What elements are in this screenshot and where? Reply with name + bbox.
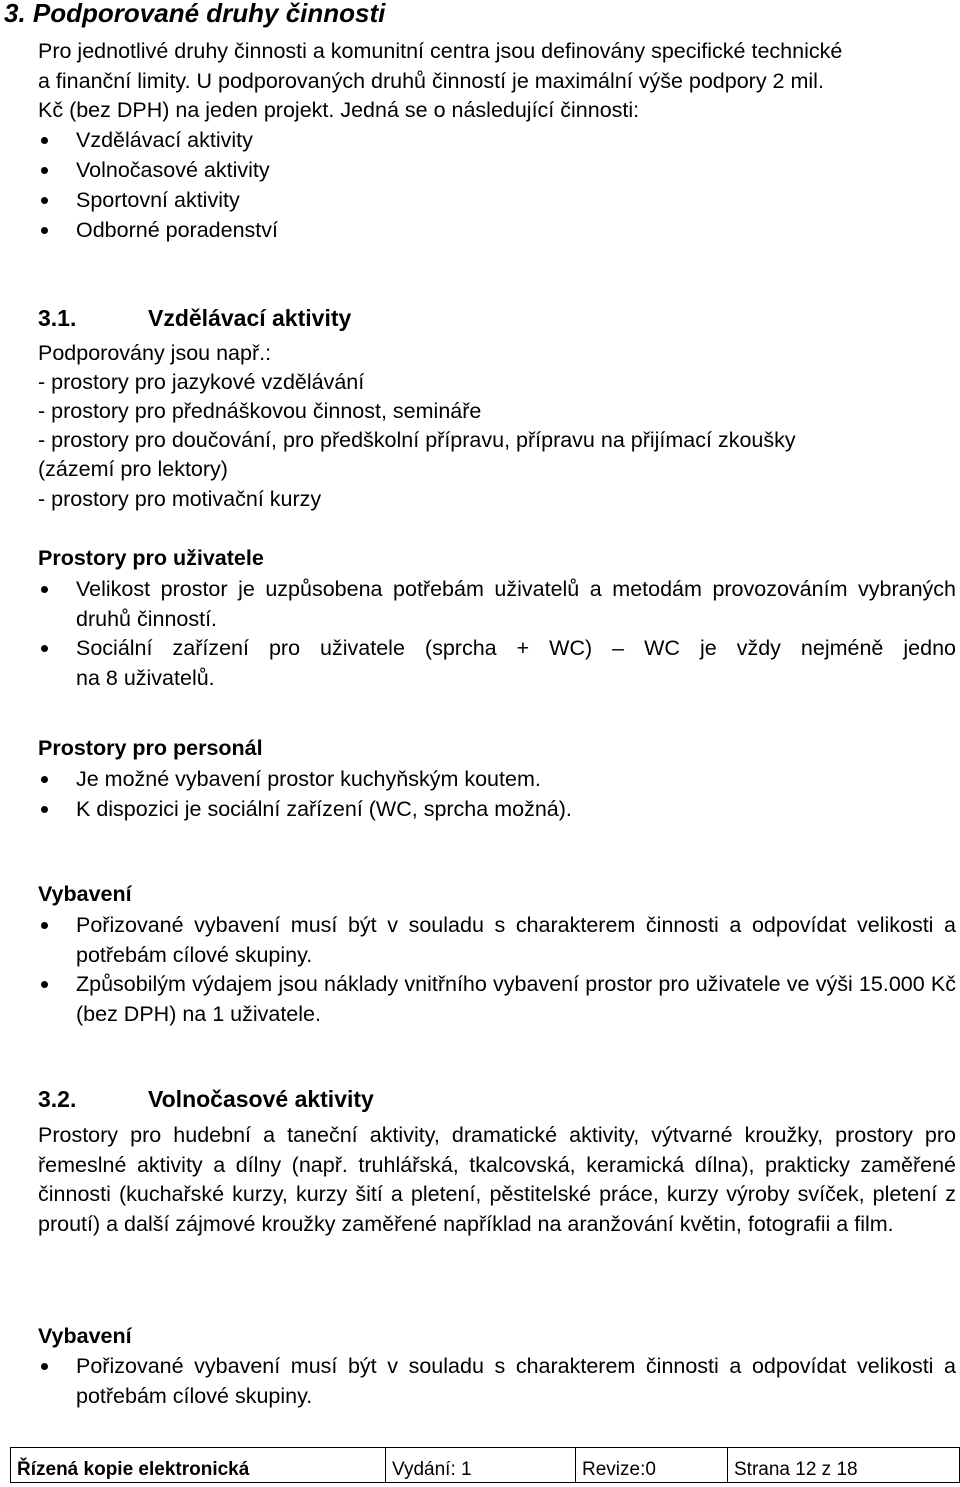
list-item: Vzdělávací aktivity [76,128,253,152]
list-item: Sociální zařízení pro uživatele (sprcha + WC) – WC je vždy nejméně jedno [76,636,956,660]
footer-copy-type: Řízená kopie elektronická [11,1448,386,1483]
table-row [11,1448,960,1483]
users-heading: Prostory pro uživatele [38,546,264,570]
section-3-2-heading [38,1084,374,1114]
list-item: Pořizované vybavení musí být v souladu s charakterem činnosti a odpovídat velikosti a potřebám cílové skupiny. [76,1354,956,1408]
intro-line-2: a finanční limity. U podporovaných druhů činností je maximální výše podpory 2 mil. [38,69,824,93]
section-title: Vzdělávací aktivity [148,305,352,331]
footer-revision: Revize:0 [576,1448,728,1483]
section-lead: Podporovány jsou např.: [38,341,272,365]
list-item: - prostory pro doučování, pro předškolní přípravu, přípravu na přijímací zkoušky [38,428,796,452]
section-3-2-text: Prostory pro hudební a taneční aktivity, dramatické aktivity, výtvarné kroužky, prostory pro řemeslné aktivity a dílny (např. truhlářská, tkalcovská, keramická dílna), prakticky zaměřené činnosti (kuchařské kurzy, kurzy šití a pletení, pěstitelské práce, kurzy výroby svíček, pletení z proutí) a další zájmové kroužky zaměřené například na aranžování květin, fotografii a film. [38,1123,956,1236]
list-item: Sportovní aktivity [76,188,240,212]
list-item: K dispozici je sociální zařízení (WC, sprcha možná). [76,797,572,821]
section-title: Volnočasové aktivity [148,1086,374,1112]
list-item: Odborné poradenství [76,218,278,242]
list-item: - prostory pro jazykové vzdělávání [38,370,365,394]
list-item: - prostory pro přednáškovou činnost, semináře [38,399,482,423]
equipment-heading: Vybavení [38,1324,132,1348]
section-number: 3.1. [38,305,77,331]
intro-line-3: Kč (bez DPH) na jeden projekt. Jedná se o následující činnosti: [38,98,640,122]
footer-table [10,1447,960,1483]
list-item: Velikost prostor je uzpůsobena potřebám uživatelů a metodám provozováním vybraných druhů činností. [76,577,956,631]
equipment-heading: Vybavení [38,882,132,906]
list-item: Způsobilým výdajem jsou náklady vnitřního vybavení prostor pro uživatele ve výši 15.000 Kč (bez DPH) na 1 uživatele. [76,972,956,1026]
list-item-continued: na 8 uživatelů. [76,666,215,690]
section-3-1-heading [38,303,351,333]
footer-page-number: Strana 12 z 18 [728,1448,960,1483]
list-item: Pořizované vybavení musí být v souladu s charakterem činnosti a odpovídat velikosti a potřebám cílové skupiny. [76,913,956,967]
section-number: 3.2. [38,1086,77,1112]
list-item: Je možné vybavení prostor kuchyňským koutem. [76,767,541,791]
list-item: (zázemí pro lektory) [38,457,228,481]
intro-line-1: Pro jednotlivé druhy činnosti a komunitní centra jsou definovány specifické technické [38,39,843,63]
footer-edition: Vydání: 1 [386,1448,576,1483]
list-item: - prostory pro motivační kurzy [38,487,322,511]
page-heading: 3. Podporované druhy činnosti [4,0,386,28]
staff-heading: Prostory pro personál [38,736,263,760]
list-item: Volnočasové aktivity [76,158,270,182]
